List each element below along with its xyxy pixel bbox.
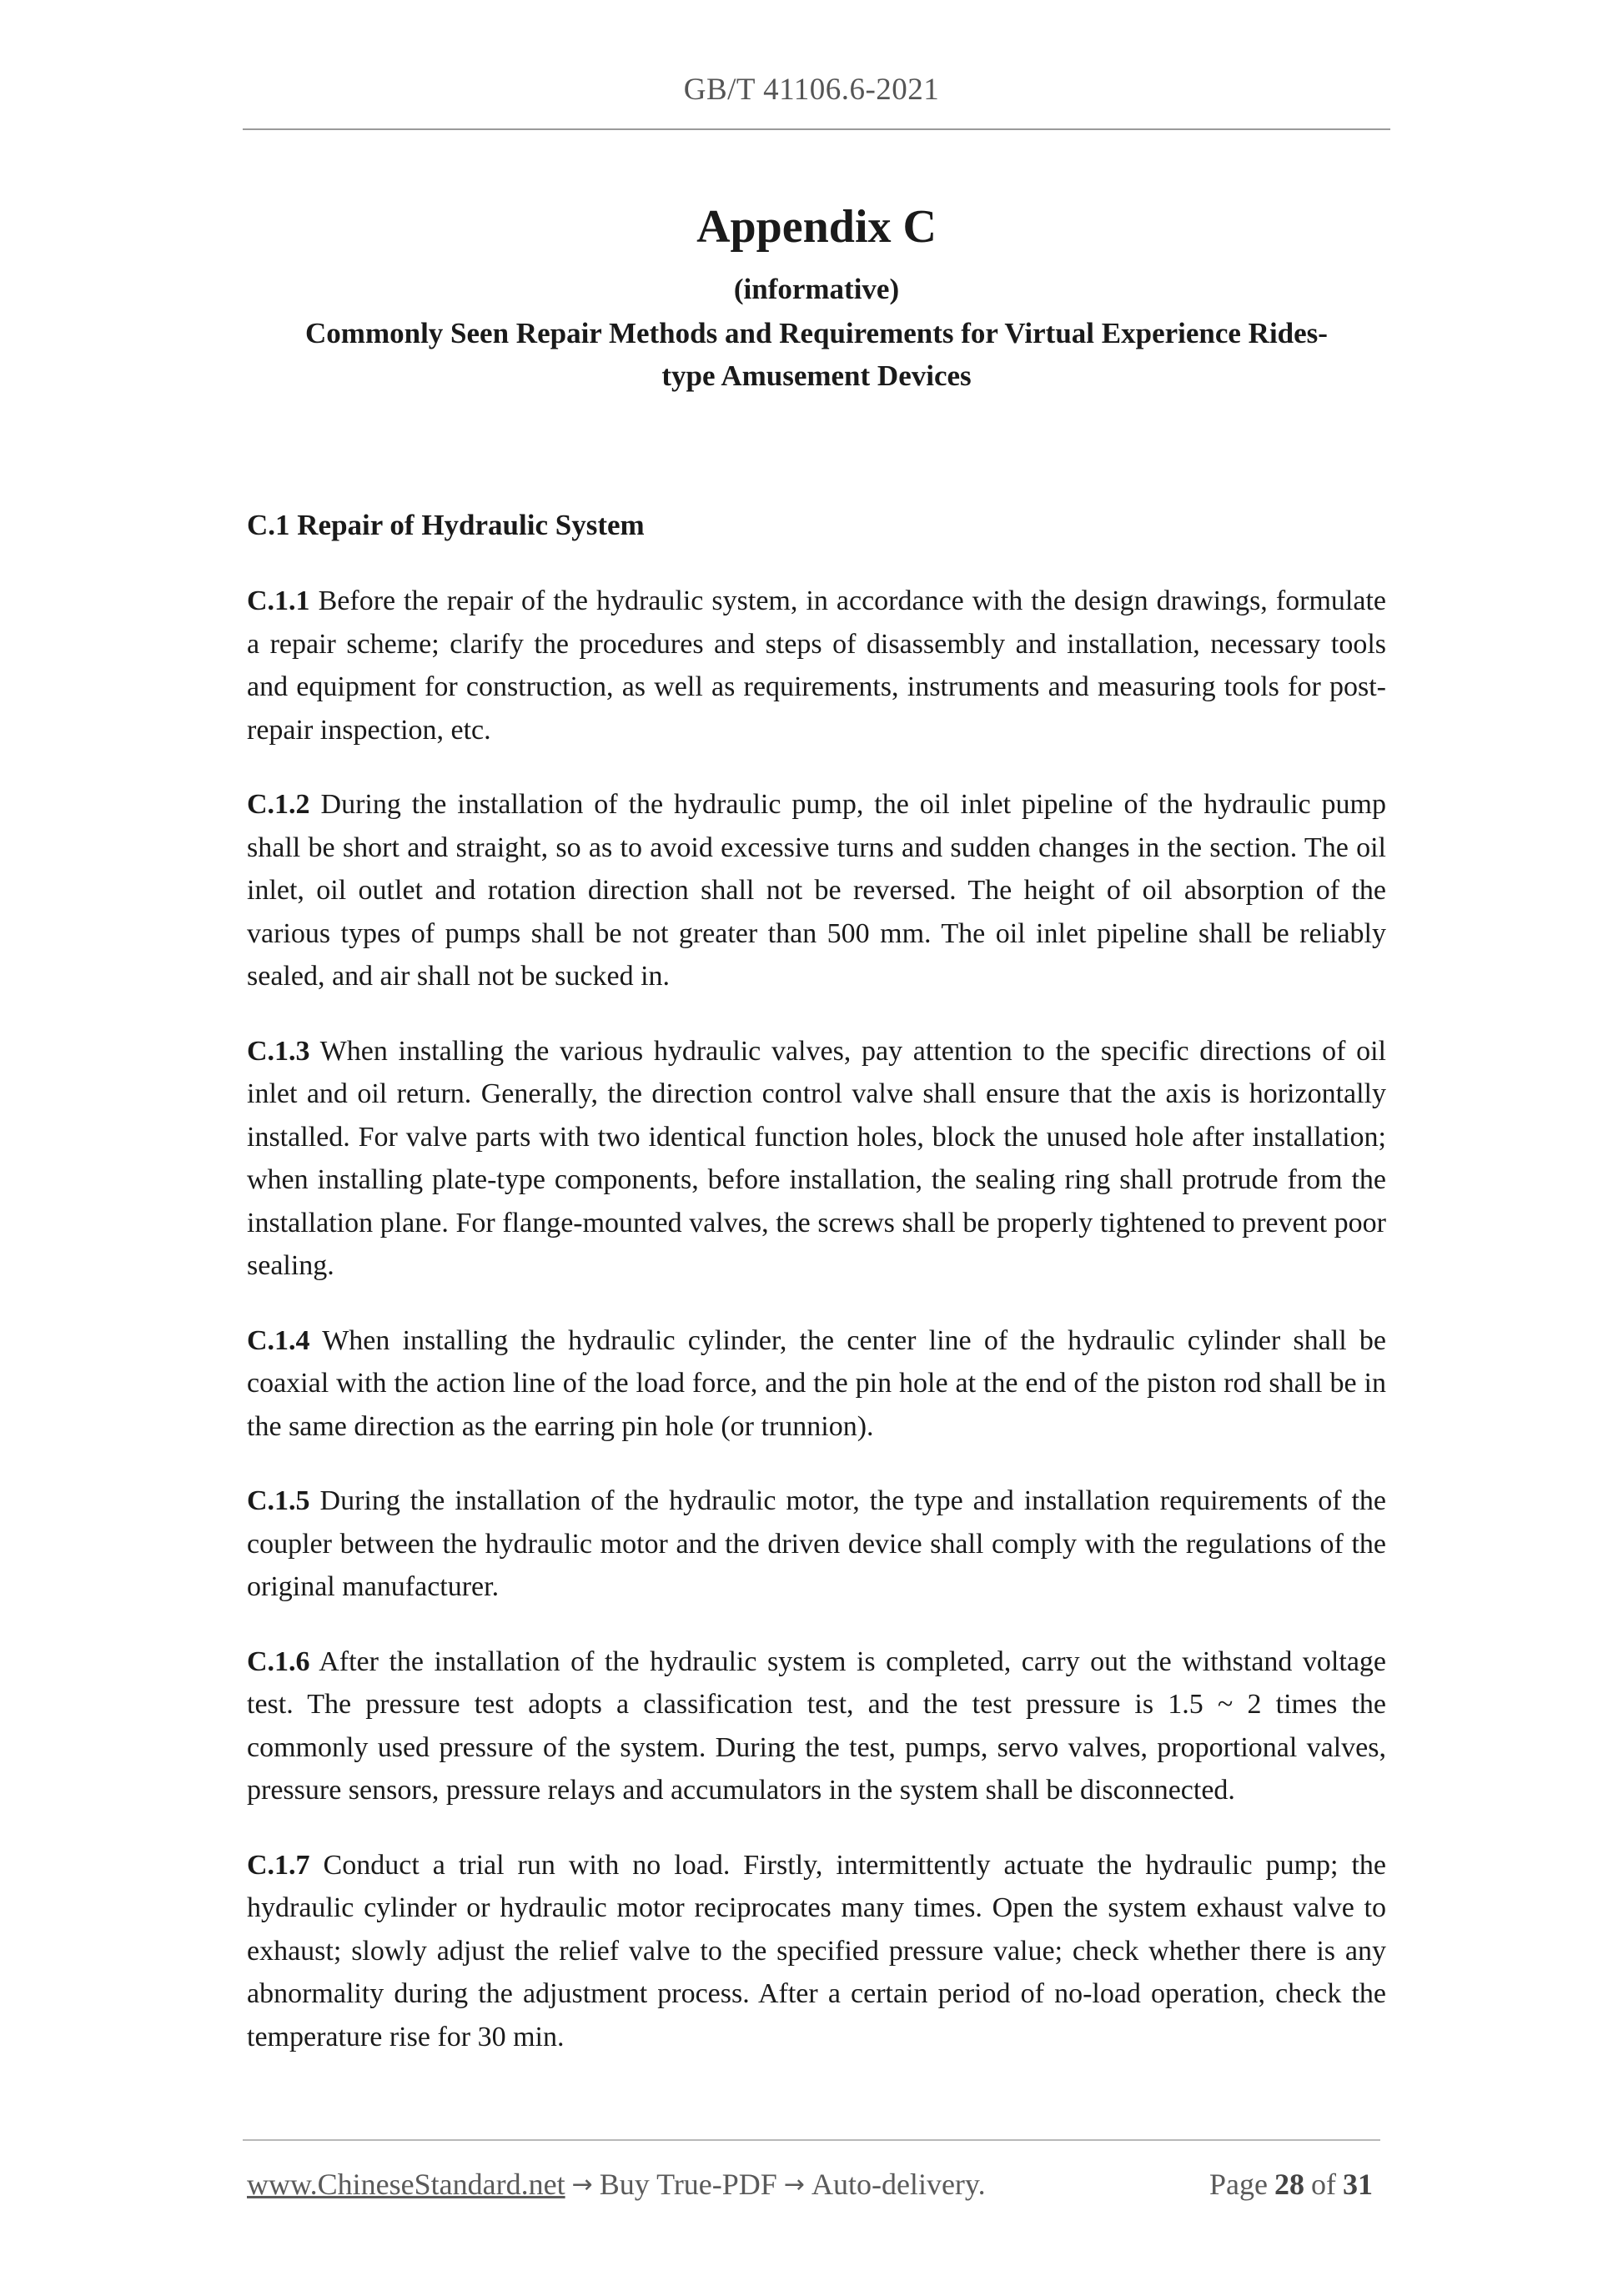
clause-c-1-5: [247, 1480, 1386, 1609]
clause-number: C.1.3: [247, 1035, 310, 1067]
total-pages-number: 31: [1343, 2168, 1373, 2201]
appendix-type: (informative): [733, 273, 900, 305]
standard-code-header: GB/T 41106.6-2021: [683, 73, 940, 107]
website-link[interactable]: www.ChineseStandard.net: [247, 2168, 565, 2201]
clause-text: Conduct a trial run with no load. Firstly, intermittently actuate the hydraulic pump; the hydraulic cylinder or hydraulic motor reciprocates many times. Open the system exhaust valve to exhaust; slowly adjust the relief valve to the specified pressure value; check whether there is any abnormality during the adjustment process. After a certain period of no-load operation, check the temperature rise for 30 min.: [247, 1849, 1386, 2052]
page-label: Page: [1209, 2168, 1268, 2201]
arrow-right-icon: →: [571, 2170, 593, 2199]
page-indicator: [1209, 2167, 1379, 2202]
footer-divider: [243, 2139, 1380, 2141]
clause-number: C.1.6: [247, 1645, 310, 1677]
header-divider: [243, 128, 1390, 130]
document-body: [247, 504, 1386, 2090]
clause-text: Before the repair of the hydraulic system, in accordance with the design drawings, formulate a repair scheme; clarify the procedures and steps of disassembly and installation, necessary tools and equipment for construction, as well as requirements, instruments and measuring tools for post-repair inspection, etc.: [247, 585, 1387, 746]
clause-number: C.1.5: [247, 1485, 310, 1516]
appendix-title: Appendix C: [696, 201, 937, 253]
clause-text: When installing the hydraulic cylinder, the center line of the hydraulic cylinder shall be coaxial with the action line of the load force, and the pin hole at the end of the piston rod shall be in the same direction as the earring pin hole (or trunnion).: [247, 1324, 1386, 1442]
buy-true-pdf-text: Buy True-PDF: [599, 2168, 777, 2201]
clause-number: C.1.7: [247, 1849, 310, 1881]
appendix-subtitle: Commonly Seen Repair Methods and Requirements for Virtual Experience Rides-type Amusement Devices: [305, 317, 1328, 392]
clause-text: During the installation of the hydraulic motor, the type and installation requirements of the coupler between the hydraulic motor and the driven device shall comply with the regulations of the original manufacturer.: [247, 1485, 1386, 1602]
auto-delivery-text: Auto-delivery.: [811, 2168, 986, 2201]
page-of-label: of: [1311, 2168, 1336, 2201]
clause-number: C.1.4: [247, 1324, 310, 1356]
clause-number: C.1.1: [247, 585, 310, 616]
clause-text: During the installation of the hydraulic pump, the oil inlet pipeline of the hydraulic pump shall be short and straight, so as to avoid excessive turns and sudden changes in the section. The oil inlet, oil outlet and rotation direction shall not be reversed. The height of oil absorption of the various types of pumps shall be not greater than 500 mm. The oil inlet pipeline shall be reliably sealed, and air shall not be sucked in.: [247, 789, 1387, 992]
footer-promo: [247, 2167, 986, 2202]
clause-c-1-7: [247, 1844, 1386, 2059]
clause-c-1-6: [247, 1640, 1386, 1812]
clause-number: C.1.2: [247, 789, 310, 820]
appendix-title-block: [243, 193, 1390, 397]
clause-c-1-4: [247, 1319, 1386, 1449]
section-heading: C.1 Repair of Hydraulic System: [247, 509, 645, 541]
clause-text: After the installation of the hydraulic system is completed, carry out the withstand voltage test. The pressure test adopts a classification test, and the test pressure is 1.5 ~ 2 times the commonly used pressure of the system. During the test, pumps, servo valves, proportional valves, pressure sensors, pressure relays and accumulators in the system shall be disconnected.: [247, 1645, 1387, 1806]
arrow-right-icon: →: [783, 2170, 805, 2199]
clause-text: When installing the various hydraulic valves, pay attention to the specific directions of oil inlet and oil return. Generally, the direction control valve shall ensure that the axis is horizontally installed. For valve parts with two identical function holes, block the unused hole after installation; when installing plate-type components, before installation, the sealing ring shall protrude from the installation plane. For flange-mounted valves, the screws shall be properly tightened to prevent poor sealing.: [247, 1035, 1386, 1281]
clause-c-1-2: [247, 783, 1386, 998]
current-page-number: 28: [1274, 2168, 1304, 2201]
clause-c-1-3: [247, 1030, 1386, 1288]
clause-c-1-1: [247, 580, 1386, 751]
